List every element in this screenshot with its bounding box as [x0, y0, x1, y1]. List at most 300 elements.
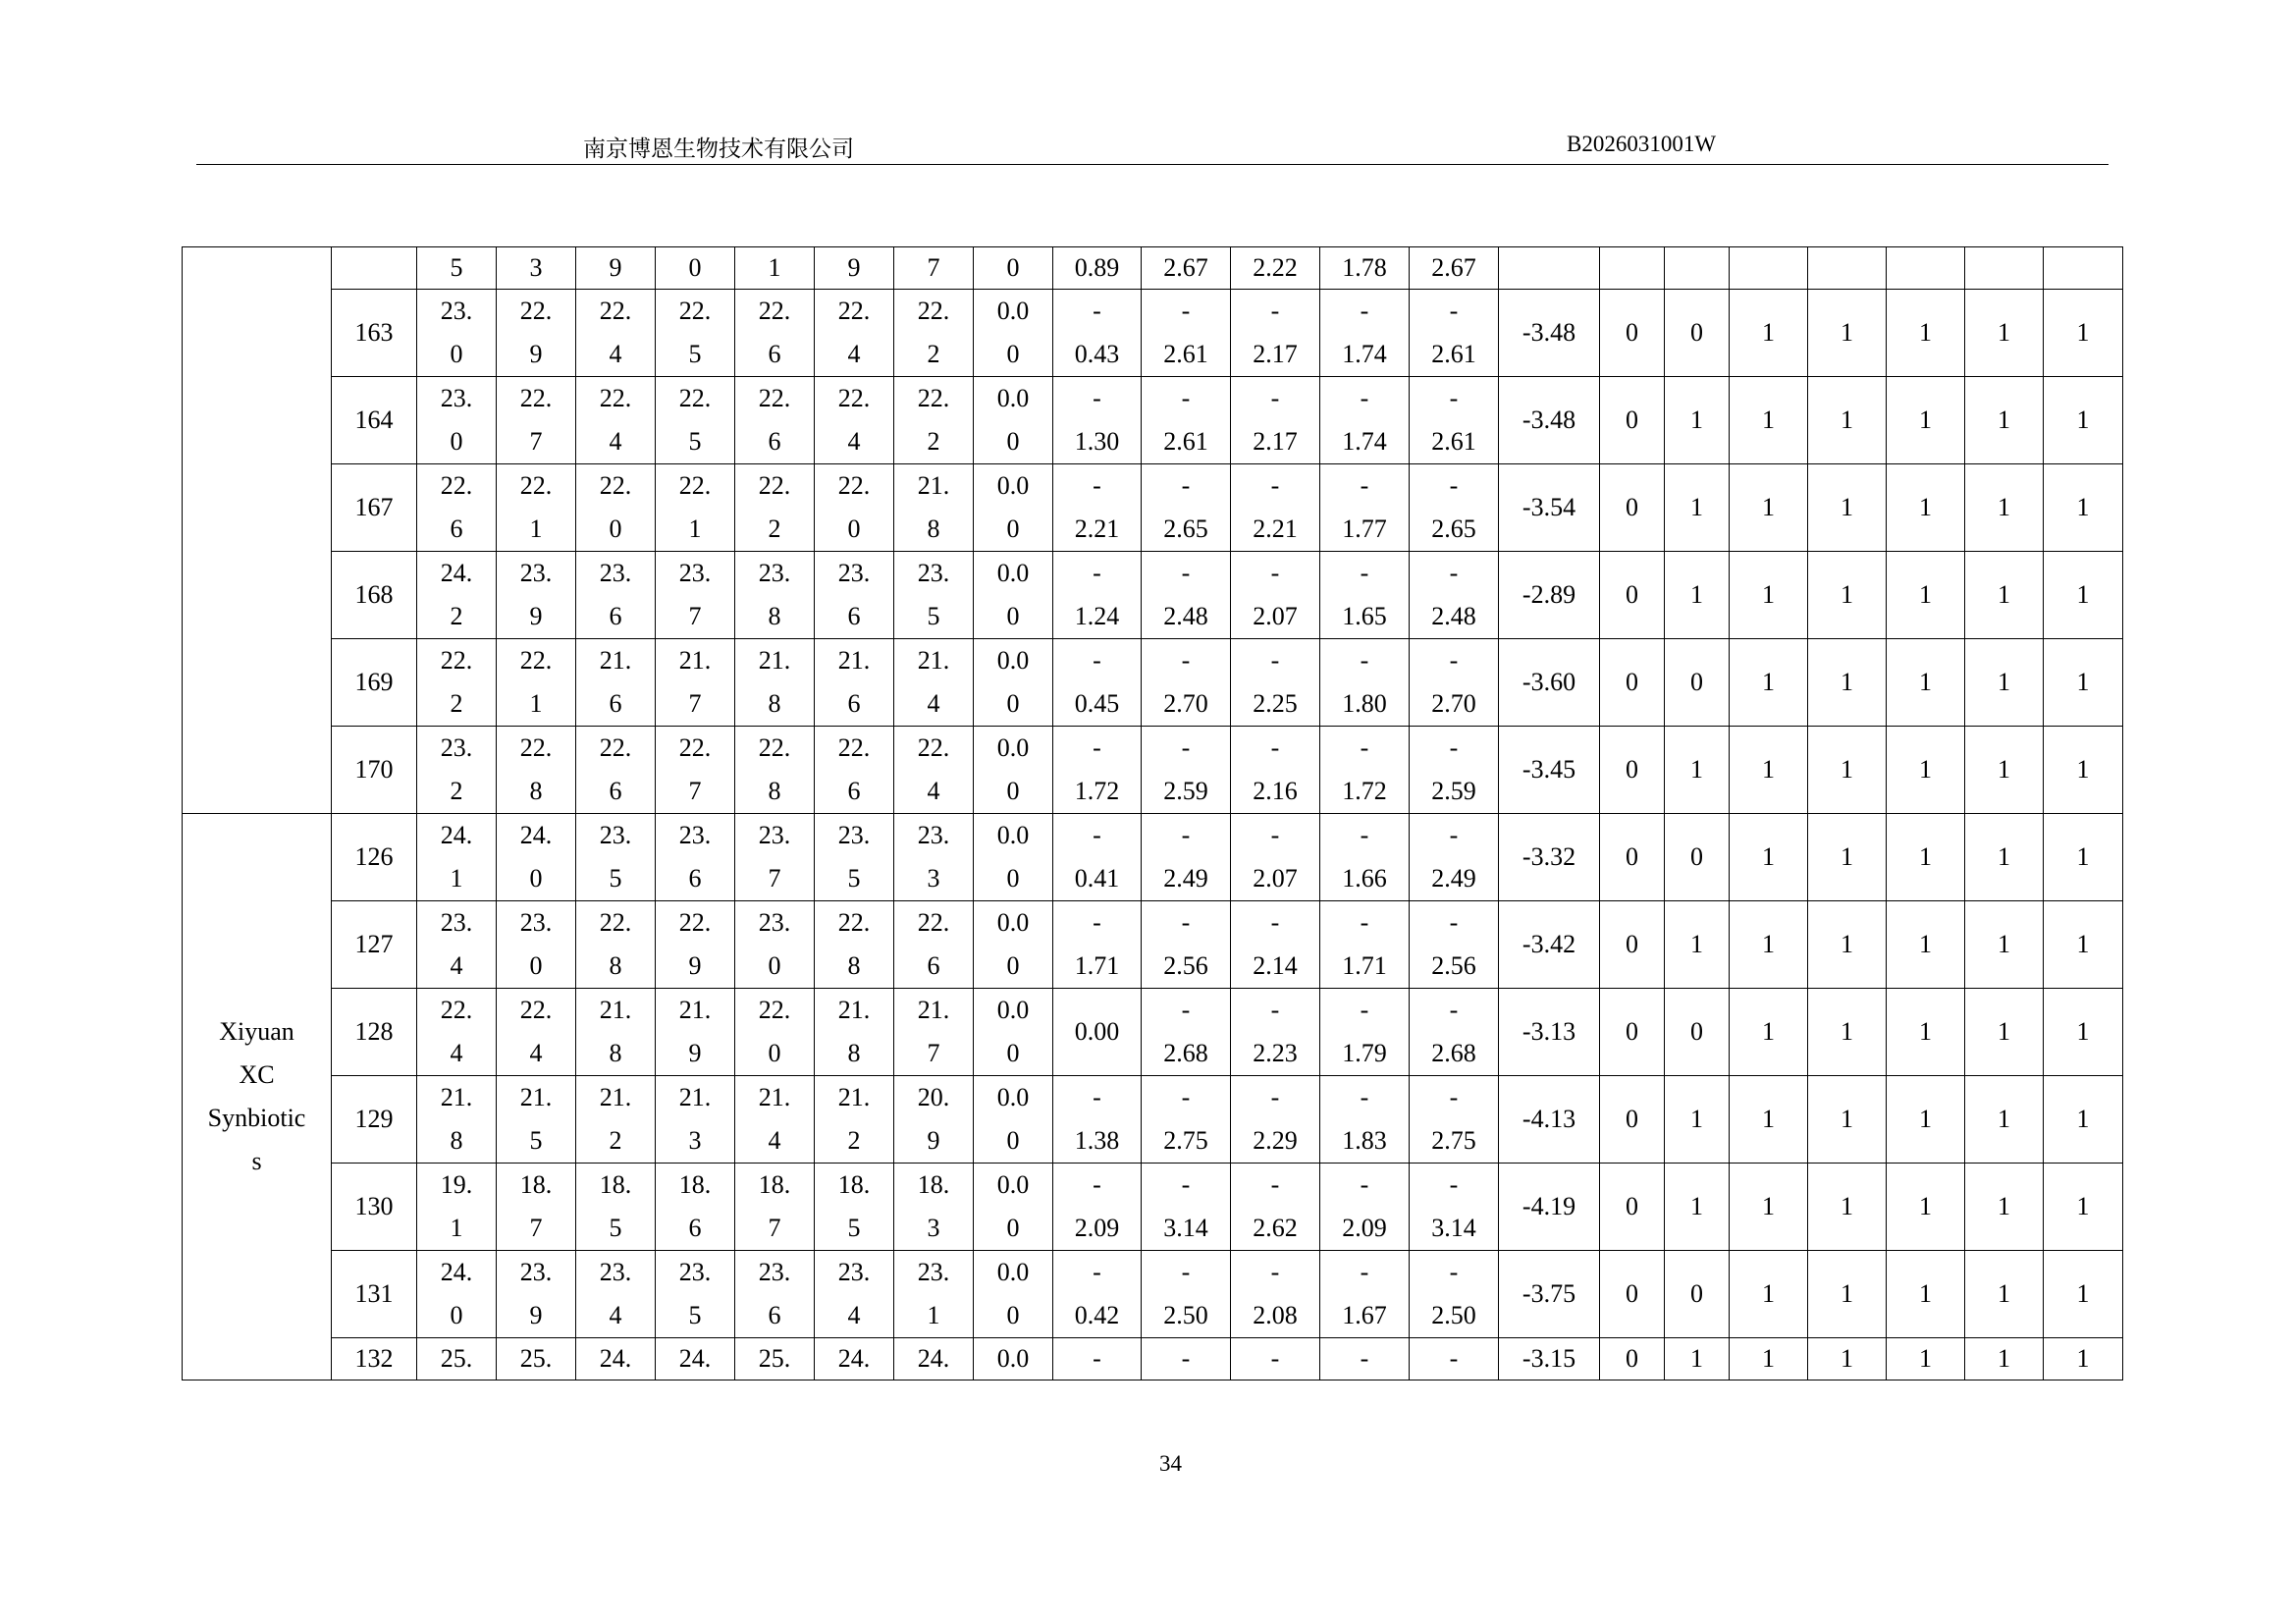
table-cell: - 1.66: [1320, 814, 1410, 901]
table-cell: 1: [1730, 1076, 1808, 1164]
table-cell: - 2.08: [1231, 1251, 1320, 1338]
table-cell: 22. 4: [497, 989, 576, 1076]
table-cell: 1: [1665, 1076, 1730, 1164]
table-cell: - 0.42: [1053, 1251, 1142, 1338]
table-cell: 0.89: [1053, 247, 1142, 290]
table-cell: - 2.61: [1142, 377, 1231, 464]
table-cell: -3.48: [1499, 377, 1600, 464]
table-cell: 23. 6: [815, 552, 894, 639]
table-cell: 1: [2044, 377, 2123, 464]
table-cell: 23. 6: [656, 814, 735, 901]
table-cell: 22. 6: [894, 901, 974, 989]
table-cell: 1: [1887, 377, 1965, 464]
table-cell: 0: [1665, 639, 1730, 727]
table-cell: - 1.74: [1320, 377, 1410, 464]
table-cell: 23. 0: [497, 901, 576, 989]
table-cell: 1: [1808, 814, 1887, 901]
table-cell: 21. 8: [576, 989, 656, 1076]
table-cell: -: [1410, 1338, 1499, 1380]
table-cell: 1: [1730, 464, 1808, 552]
table-cell: 0: [1600, 1338, 1665, 1380]
table-cell: 23. 7: [735, 814, 815, 901]
table-cell: 0.0 0: [974, 1164, 1053, 1251]
table-cell: -: [1142, 1338, 1231, 1380]
table-cell: 1: [2044, 989, 2123, 1076]
table-cell: 25.: [417, 1338, 497, 1380]
table-cell: 1: [1730, 727, 1808, 814]
table-cell: 168: [332, 552, 417, 639]
table-cell: - 2.62: [1231, 1164, 1320, 1251]
table-row: [183, 552, 2123, 639]
table-cell: - 1.72: [1320, 727, 1410, 814]
table-row: [183, 1164, 2123, 1251]
table-cell: 1: [1965, 464, 2044, 552]
table-cell: - 2.17: [1231, 290, 1320, 377]
table-cell: [1965, 247, 2044, 290]
table-cell: - 2.48: [1142, 552, 1231, 639]
table-cell: [1665, 247, 1730, 290]
table-row: [183, 1076, 2123, 1164]
table-cell: 1: [1965, 1076, 2044, 1164]
table-cell: 1: [2044, 464, 2123, 552]
group-label-cell: Xiyuan XC Synbiotic s: [183, 814, 332, 1380]
table-cell: - 2.07: [1231, 552, 1320, 639]
table-cell: 0: [1600, 552, 1665, 639]
table-cell: 21. 8: [417, 1076, 497, 1164]
table-cell: 23. 3: [894, 814, 974, 901]
table-cell: 167: [332, 464, 417, 552]
table-cell: 0.0 0: [974, 1076, 1053, 1164]
table-cell: 1: [1808, 464, 1887, 552]
table-cell: 1: [1730, 377, 1808, 464]
table-cell: 1: [1808, 989, 1887, 1076]
table-cell: - 1.83: [1320, 1076, 1410, 1164]
table-cell: 1: [2044, 1338, 2123, 1380]
table-cell: -4.13: [1499, 1076, 1600, 1164]
table-cell: 1: [1887, 552, 1965, 639]
table-cell: 22. 2: [417, 639, 497, 727]
table-cell: -4.19: [1499, 1164, 1600, 1251]
table-cell: [1499, 247, 1600, 290]
table-cell: 21. 2: [576, 1076, 656, 1164]
table-cell: 18. 3: [894, 1164, 974, 1251]
table-cell: 163: [332, 290, 417, 377]
table-cell: - 1.67: [1320, 1251, 1410, 1338]
table-cell: 22. 6: [735, 290, 815, 377]
table-cell: 1: [2044, 290, 2123, 377]
table-cell: 1: [735, 247, 815, 290]
table-cell: 0: [1600, 901, 1665, 989]
table-cell: 22. 0: [576, 464, 656, 552]
table-cell: 1: [2044, 727, 2123, 814]
table-cell: - 0.45: [1053, 639, 1142, 727]
table-cell: 1: [1808, 290, 1887, 377]
table-cell: 170: [332, 727, 417, 814]
table-cell: 22. 8: [576, 901, 656, 989]
table-cell: 1: [1887, 814, 1965, 901]
table-cell: 0: [1600, 377, 1665, 464]
table-cell: 1: [1665, 464, 1730, 552]
table-cell: -: [1320, 1338, 1410, 1380]
table-cell: 0: [656, 247, 735, 290]
table-cell: - 0.43: [1053, 290, 1142, 377]
table-cell: 21. 6: [576, 639, 656, 727]
table-cell: 24.: [815, 1338, 894, 1380]
table-cell: 1: [1730, 1338, 1808, 1380]
table-cell: 0: [1600, 1164, 1665, 1251]
table-cell: 1: [1808, 377, 1887, 464]
table-row: [183, 989, 2123, 1076]
table-cell: 23. 8: [735, 552, 815, 639]
table-cell: 20. 9: [894, 1076, 974, 1164]
table-cell: 129: [332, 1076, 417, 1164]
table-cell: -2.89: [1499, 552, 1600, 639]
header-doc-code: B2026031001W: [1567, 132, 1717, 156]
table-cell: 0.0 0: [974, 377, 1053, 464]
table-cell: 23. 1: [894, 1251, 974, 1338]
table-cell: 1: [2044, 901, 2123, 989]
table-cell: 1: [1808, 1076, 1887, 1164]
table-cell: 21. 8: [735, 639, 815, 727]
table-cell: 0.0 0: [974, 814, 1053, 901]
table-cell: 126: [332, 814, 417, 901]
table-cell: 23. 6: [576, 552, 656, 639]
table-cell: 1: [1887, 290, 1965, 377]
table-cell: - 1.24: [1053, 552, 1142, 639]
table-cell: 1: [1730, 290, 1808, 377]
table-cell: 24. 1: [417, 814, 497, 901]
table-cell: - 2.14: [1231, 901, 1320, 989]
table-cell: - 0.41: [1053, 814, 1142, 901]
table-cell: - 2.09: [1053, 1164, 1142, 1251]
table-cell: -3.48: [1499, 290, 1600, 377]
table-cell: 23. 9: [497, 552, 576, 639]
table-cell: 24. 2: [417, 552, 497, 639]
table-cell: 23. 9: [497, 1251, 576, 1338]
table-cell: 22. 4: [576, 377, 656, 464]
table-cell: 1: [1665, 1164, 1730, 1251]
table-cell: [1600, 247, 1665, 290]
table-cell: 23. 4: [815, 1251, 894, 1338]
table-cell: 1: [1730, 989, 1808, 1076]
table-cell: 1: [1808, 552, 1887, 639]
table-cell: - 2.21: [1053, 464, 1142, 552]
table-cell: - 2.29: [1231, 1076, 1320, 1164]
table-cell: 9: [815, 247, 894, 290]
table-cell: 25.: [497, 1338, 576, 1380]
table-cell: 0: [1600, 1076, 1665, 1164]
table-cell: 23. 0: [417, 377, 497, 464]
table-cell: 23. 5: [894, 552, 974, 639]
table-cell: 21. 8: [815, 989, 894, 1076]
table-cell: 21. 4: [894, 639, 974, 727]
table-cell: 24. 0: [417, 1251, 497, 1338]
table-cell: 22. 6: [815, 727, 894, 814]
table-cell: -: [1053, 1338, 1142, 1380]
table-cell: 2.67: [1142, 247, 1231, 290]
table-cell: 1: [1887, 901, 1965, 989]
table-cell: - 2.56: [1410, 901, 1499, 989]
table-cell: - 2.70: [1410, 639, 1499, 727]
table-cell: 128: [332, 989, 417, 1076]
table-cell: 23. 5: [576, 814, 656, 901]
table-cell: 1: [1730, 639, 1808, 727]
table-cell: 1: [1887, 727, 1965, 814]
table-cell: 0: [1665, 989, 1730, 1076]
table-cell: 22. 4: [815, 377, 894, 464]
table-cell: 2.22: [1231, 247, 1320, 290]
table-cell: 23. 5: [815, 814, 894, 901]
table-cell: - 2.07: [1231, 814, 1320, 901]
table-row: [183, 1338, 2123, 1380]
table-cell: 1: [1730, 552, 1808, 639]
table-cell: 22. 8: [497, 727, 576, 814]
table-cell: - 2.75: [1410, 1076, 1499, 1164]
table-cell: 1: [1730, 814, 1808, 901]
table-cell: 0.0 0: [974, 290, 1053, 377]
table-cell: 1: [2044, 639, 2123, 727]
results-table: [182, 246, 2123, 1380]
table-cell: -3.13: [1499, 989, 1600, 1076]
table-cell: 21. 7: [656, 639, 735, 727]
table-cell: 22. 6: [576, 727, 656, 814]
table-cell: 1: [1665, 1338, 1730, 1380]
table-cell: 1: [2044, 814, 2123, 901]
table-cell: 21. 6: [815, 639, 894, 727]
table-cell: - 1.80: [1320, 639, 1410, 727]
table-cell: 22. 7: [497, 377, 576, 464]
table-cell: - 2.23: [1231, 989, 1320, 1076]
table-cell: 0.0 0: [974, 727, 1053, 814]
table-cell: 2.67: [1410, 247, 1499, 290]
table-cell: 9: [576, 247, 656, 290]
table-cell: - 2.68: [1410, 989, 1499, 1076]
table-cell: - 2.59: [1142, 727, 1231, 814]
table-cell: 22. 2: [735, 464, 815, 552]
table-cell: [2044, 247, 2123, 290]
table-cell: 1: [1887, 464, 1965, 552]
table-cell: 22. 4: [894, 727, 974, 814]
table-cell: -3.60: [1499, 639, 1600, 727]
table-cell: 0: [1600, 464, 1665, 552]
table-cell: 22. 0: [735, 989, 815, 1076]
table-cell: 1: [1887, 989, 1965, 1076]
table-cell: - 2.68: [1142, 989, 1231, 1076]
table-cell: - 2.61: [1410, 290, 1499, 377]
table-cell: 1: [2044, 1076, 2123, 1164]
table-cell: 1: [1965, 1164, 2044, 1251]
table-cell: 1: [1665, 552, 1730, 639]
table-cell: - 1.79: [1320, 989, 1410, 1076]
table-cell: - 2.16: [1231, 727, 1320, 814]
table-cell: 21. 8: [894, 464, 974, 552]
table-cell: 164: [332, 377, 417, 464]
table-cell: - 2.61: [1142, 290, 1231, 377]
table-cell: 0: [1600, 989, 1665, 1076]
table-cell: - 2.61: [1410, 377, 1499, 464]
table-cell: - 2.49: [1142, 814, 1231, 901]
table-cell: 22. 4: [576, 290, 656, 377]
table-cell: 21. 9: [656, 989, 735, 1076]
table-cell: - 3.14: [1142, 1164, 1231, 1251]
table-cell: 0: [1665, 814, 1730, 901]
table-cell: 22. 6: [735, 377, 815, 464]
table-cell: 1: [1730, 1164, 1808, 1251]
table-cell: 21. 7: [894, 989, 974, 1076]
table-cell: 22. 6: [417, 464, 497, 552]
table-cell: 21. 5: [497, 1076, 576, 1164]
table-cell: 18. 5: [815, 1164, 894, 1251]
table-row: [183, 247, 2123, 290]
table-cell: 1: [1665, 727, 1730, 814]
header-company: 南京博恩生物技术有限公司: [583, 136, 854, 161]
table-cell: -: [1231, 1338, 1320, 1380]
table-cell: 24.: [894, 1338, 974, 1380]
table-row: [183, 901, 2123, 989]
table-cell: 1: [1808, 639, 1887, 727]
table-cell: 0.0 0: [974, 552, 1053, 639]
table-cell: 1: [1965, 639, 2044, 727]
table-cell: 1: [1665, 901, 1730, 989]
table-row: [183, 377, 2123, 464]
table-cell: - 2.48: [1410, 552, 1499, 639]
table-cell: - 1.38: [1053, 1076, 1142, 1164]
table-cell: -3.15: [1499, 1338, 1600, 1380]
table-cell: 22. 9: [656, 901, 735, 989]
table-cell: [1887, 247, 1965, 290]
table-cell: 23. 4: [576, 1251, 656, 1338]
table-cell: 0: [1600, 290, 1665, 377]
table-cell: 0: [974, 247, 1053, 290]
table-cell: - 1.74: [1320, 290, 1410, 377]
table-cell: 23. 2: [417, 727, 497, 814]
table-cell: 169: [332, 639, 417, 727]
table-cell: 18. 7: [497, 1164, 576, 1251]
table-cell: 1: [1808, 1164, 1887, 1251]
table-cell: - 2.21: [1231, 464, 1320, 552]
table-cell: 21. 2: [815, 1076, 894, 1164]
table-cell: 3: [497, 247, 576, 290]
table-cell: 1.78: [1320, 247, 1410, 290]
table-cell: 0: [1665, 290, 1730, 377]
table-cell: 1: [1808, 901, 1887, 989]
table-cell: -3.42: [1499, 901, 1600, 989]
table-cell: 7: [894, 247, 974, 290]
table-cell: - 2.09: [1320, 1164, 1410, 1251]
table-cell: 1: [1730, 1251, 1808, 1338]
table-cell: - 1.71: [1320, 901, 1410, 989]
table-cell: - 2.50: [1410, 1251, 1499, 1338]
table-cell: -3.32: [1499, 814, 1600, 901]
table-cell: 23. 4: [417, 901, 497, 989]
table-cell: - 2.65: [1410, 464, 1499, 552]
table-cell: - 2.25: [1231, 639, 1320, 727]
table-cell: - 3.14: [1410, 1164, 1499, 1251]
table-cell: 18. 7: [735, 1164, 815, 1251]
table-cell: 22. 2: [894, 290, 974, 377]
table-cell: 132: [332, 1338, 417, 1380]
table-cell: -3.54: [1499, 464, 1600, 552]
table-cell: 1: [1965, 814, 2044, 901]
table-cell: - 1.65: [1320, 552, 1410, 639]
table-cell: 24. 0: [497, 814, 576, 901]
table-cell: 1: [1965, 377, 2044, 464]
table-cell: - 2.50: [1142, 1251, 1231, 1338]
table-cell: 1: [2044, 552, 2123, 639]
table-cell: 0: [1600, 814, 1665, 901]
table-cell: -3.45: [1499, 727, 1600, 814]
table-cell: - 1.30: [1053, 377, 1142, 464]
table-cell: 1: [1887, 1338, 1965, 1380]
table-row: [183, 464, 2123, 552]
table-cell: 0.00: [1053, 989, 1142, 1076]
table-row: [183, 727, 2123, 814]
table-row: [183, 1251, 2123, 1338]
table-cell: 1: [1887, 1251, 1965, 1338]
table-cell: 25.: [735, 1338, 815, 1380]
table-cell: 1: [1965, 1251, 2044, 1338]
table-cell: [332, 247, 417, 290]
table-cell: 1: [1730, 901, 1808, 989]
table-cell: 21. 4: [735, 1076, 815, 1164]
table-cell: 1: [2044, 1251, 2123, 1338]
table-cell: - 2.65: [1142, 464, 1231, 552]
table-cell: 22. 5: [656, 377, 735, 464]
table-cell: 22. 0: [815, 464, 894, 552]
table-cell: 0.0 0: [974, 989, 1053, 1076]
table-cell: 0.0 0: [974, 901, 1053, 989]
table-cell: 21. 3: [656, 1076, 735, 1164]
table-cell: 0: [1600, 639, 1665, 727]
table-cell: 1: [1665, 377, 1730, 464]
table-cell: 0: [1665, 1251, 1730, 1338]
table-cell: 1: [2044, 1164, 2123, 1251]
table-cell: 22. 5: [656, 290, 735, 377]
table-row: [183, 814, 2123, 901]
table-cell: 0.0: [974, 1338, 1053, 1380]
table-cell: - 2.56: [1142, 901, 1231, 989]
table-cell: 23. 7: [656, 552, 735, 639]
table-cell: - 2.59: [1410, 727, 1499, 814]
table-cell: 22. 8: [815, 901, 894, 989]
table-cell: 18. 5: [576, 1164, 656, 1251]
table-cell: 1: [1965, 552, 2044, 639]
table-cell: 1: [1965, 901, 2044, 989]
table-cell: 131: [332, 1251, 417, 1338]
table-cell: -3.75: [1499, 1251, 1600, 1338]
table-cell: 18. 6: [656, 1164, 735, 1251]
table-cell: 1: [1808, 727, 1887, 814]
table-cell: - 2.49: [1410, 814, 1499, 901]
table-cell: 22. 8: [735, 727, 815, 814]
table-cell: - 1.72: [1053, 727, 1142, 814]
table-cell: 1: [1808, 1251, 1887, 1338]
table-cell: 127: [332, 901, 417, 989]
table-cell: 130: [332, 1164, 417, 1251]
table-cell: 1: [1965, 989, 2044, 1076]
table-cell: - 2.75: [1142, 1076, 1231, 1164]
header-rule: [196, 164, 2109, 165]
table-cell: 0: [1600, 1251, 1665, 1338]
table-cell: 1: [1887, 1164, 1965, 1251]
table-cell: 1: [1965, 290, 2044, 377]
group-label-cell: [183, 247, 332, 814]
table-cell: 22. 2: [894, 377, 974, 464]
table-cell: 23. 0: [417, 290, 497, 377]
table-cell: - 2.17: [1231, 377, 1320, 464]
table-cell: 0.0 0: [974, 1251, 1053, 1338]
table-cell: 22. 1: [497, 639, 576, 727]
